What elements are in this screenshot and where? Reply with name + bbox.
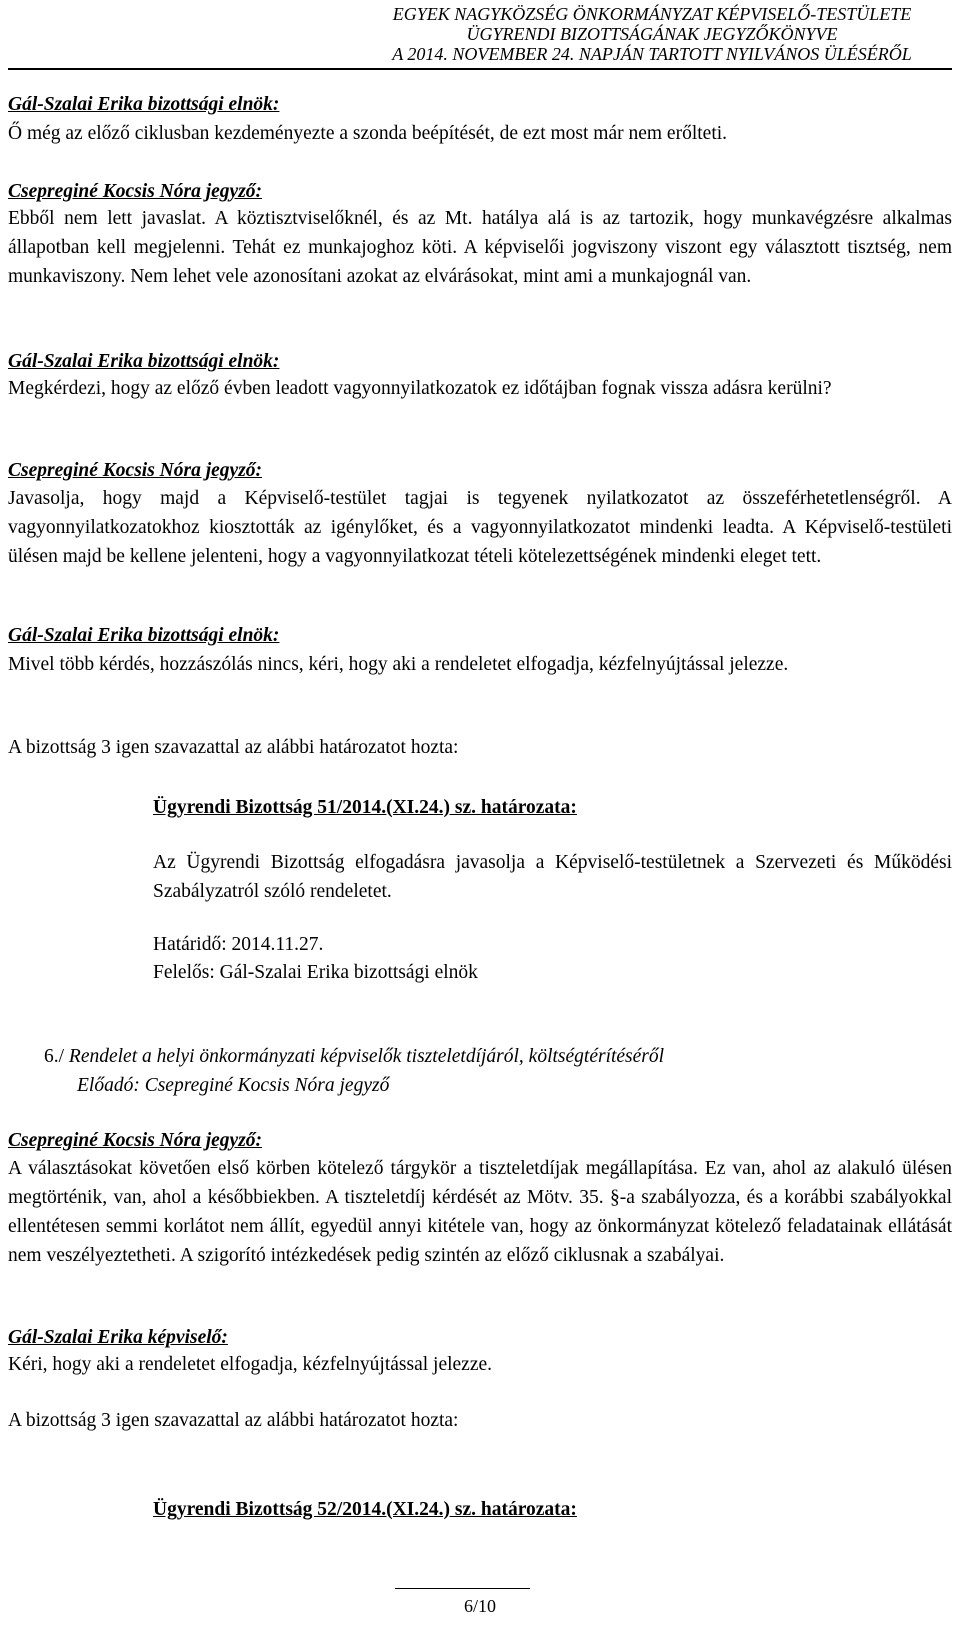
speaker-label: Csepreginé Kocsis Nóra jegyző: <box>8 181 263 202</box>
footer-rule <box>395 1588 530 1589</box>
agenda-number: 6./ <box>44 1046 65 1067</box>
decision-title: Ügyrendi Bizottság 52/2014.(XI.24.) sz. határozata: <box>153 1499 577 1520</box>
paragraph: Mivel több kérdés, hozzászólás nincs, kéri, hogy aki a rendeletet elfogadja, kézfelnyújtással jelezze. <box>8 654 789 675</box>
speaker-label: Csepreginé Kocsis Nóra jegyző: <box>8 460 263 481</box>
header-line-3: A 2014. NOVEMBER 24. NAPJÁN TARTOTT NYILVÁNOS ÜLÉSÉRŐL <box>392 44 912 64</box>
header-line-1: EGYEK NAGYKÖZSÉG ÖNKORMÁNYZAT KÉPVISELŐ-TESTÜLETE <box>392 4 912 24</box>
paragraph: Ebből nem lett javaslat. A köztisztviselőknél, és az Mt. hatálya alá is az tartozik, hogy munkavégzésre alkalmas állapotban kell megjelenni. Tehát ez munkajoghoz köti. A képviselői jogviszony viszont egy választott tisztség, nem munkaviszony. Nem lehet vele azonosítani azokat az elvárásokat, mint ami a munkajognál van. <box>8 208 952 287</box>
agenda-title: Rendelet a helyi önkormányzati képviselők tiszteletdíjáról, költségtérítéséről <box>68 1046 665 1067</box>
page-number: 6/10 <box>463 1596 496 1616</box>
paragraph: Ő még az előző ciklusban kezdeményezte a szonda beépítését, de ezt most már nem erőlteti. <box>8 123 728 144</box>
header-rule <box>8 68 952 70</box>
paragraph: A választásokat követően első körben kötelező tárgykör a tiszteletdíjak megállapítása. Ez van, ahol az alakuló ülésen megtörténik, van, ahol a későbbiekben. A tiszteletdíj kérdését az Mötv. 35. §-a szabályozza, és a korábbi szabályokkal ellentétesen semmi korlátot nem állít, egyedül annyi kitétele van, hogy az önkormányzat kötelező feladatainak ellátását nem veszélyeztetheti. A szigorító intézkedések pedig szintén az előző ciklusnak a szabályai. <box>8 1158 952 1266</box>
vote-statement: A bizottság 3 igen szavazattal az alábbi határozatot hozta: <box>8 1410 459 1431</box>
speaker-label: Gál-Szalai Erika bizottsági elnök: <box>8 351 280 372</box>
vote-statement: A bizottság 3 igen szavazattal az alábbi határozatot hozta: <box>8 737 459 758</box>
speaker-label: Gál-Szalai Erika bizottsági elnök: <box>8 625 280 646</box>
paragraph: Kéri, hogy aki a rendeletet elfogadja, kézfelnyújtással jelezze. <box>8 1354 493 1375</box>
agenda-presenter: Előadó: Csepreginé Kocsis Nóra jegyző <box>77 1075 390 1096</box>
speaker-label: Gál-Szalai Erika bizottsági elnök: <box>8 94 280 115</box>
page-header <box>372 4 932 64</box>
responsible: Felelős: Gál-Szalai Erika bizottsági elnök <box>153 962 478 983</box>
header-line-2: ÜGYRENDI BIZOTTSÁGÁNAK JEGYZŐKÖNYVE <box>466 24 838 44</box>
speaker-label: Gál-Szalai Erika képviselő: <box>8 1327 228 1348</box>
deadline: Határidő: 2014.11.27. <box>153 934 324 955</box>
decision-title: Ügyrendi Bizottság 51/2014.(XI.24.) sz. határozata: <box>153 797 577 818</box>
paragraph: Javasolja, hogy majd a Képviselő-testület tagjai is tegyenek nyilatkozatot az összeférhetetlenségről. A vagyonnyilatkozatokhoz kiosztották az igénylőket, és a vagyonnyilatkozatot mindenki leadta. A Képviselő-testületi ülésen majd be kellene jelenteni, hogy a vagyonnyilatkozat tételi kötelezettségének mindenki eleget tett. <box>8 488 952 567</box>
decision-body: Az Ügyrendi Bizottság elfogadásra javasolja a Képviselő-testületnek a Szervezeti és Működési Szabályzatról szóló rendeletet. <box>153 852 952 902</box>
paragraph: Megkérdezi, hogy az előző évben leadott vagyonnyilatkozatok ez időtájban fognak vissza adásra kerülni? <box>8 378 832 399</box>
agenda-item <box>44 1042 664 1100</box>
speaker-label: Csepreginé Kocsis Nóra jegyző: <box>8 1130 263 1151</box>
